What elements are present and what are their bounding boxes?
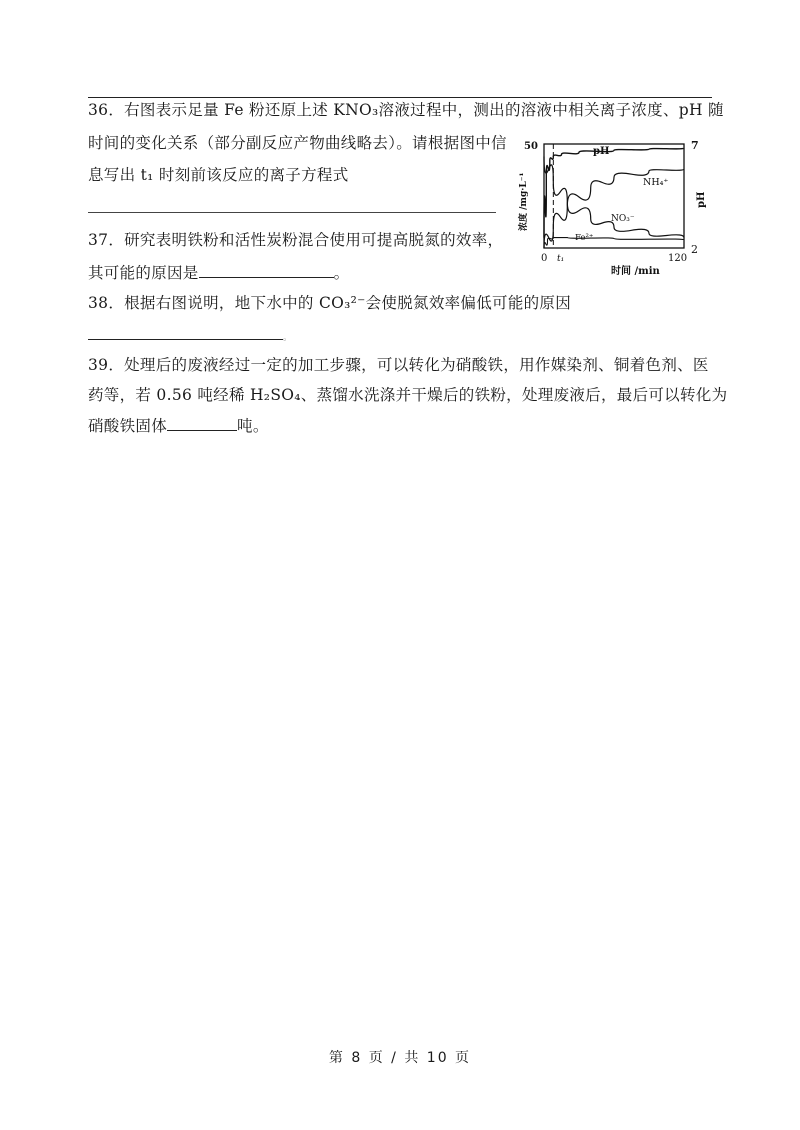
- q38-line1: 38．根据右图说明，地下水中的 CO₃²⁻会使脱氮效率偏低可能的原因: [88, 294, 572, 312]
- x-tick-0: 0: [541, 253, 548, 264]
- q37-answer-blank[interactable]: [199, 262, 334, 278]
- q36-line1: 36．右图表示足量 Fe 粉还原上述 KNO₃溶液过程中，测出的溶液中相关离子浓度、pH 随: [88, 101, 724, 119]
- annotation-nh4: NH₄⁺: [643, 177, 669, 188]
- x-tick-t1: t₁: [557, 254, 565, 264]
- right-tick-2: 2: [691, 243, 698, 256]
- q38-suffix: 。: [283, 333, 293, 343]
- q37-suffix: 。: [333, 264, 350, 282]
- right-axis-label: pH: [696, 191, 707, 208]
- annotation-ph: pH: [593, 146, 610, 157]
- q39-answer-blank[interactable]: [167, 415, 237, 431]
- top-rule: [88, 97, 712, 98]
- q37-line2: [88, 262, 349, 283]
- q39-suffix: 吨。: [237, 417, 269, 435]
- page-footer: 第 8 页 / 共 10 页: [328, 1050, 472, 1066]
- q36-line2: 时间的变化关系（部分副反应产物曲线略去）。请根据图中信: [88, 134, 507, 152]
- q39-line2: 药等，若 0.56 吨经稀 H₂SO₄、蒸馏水洗涤并干燥后的铁粉，处理废液后，最后可以转化为: [88, 386, 728, 404]
- series-fe-line: [544, 238, 684, 248]
- left-tick-50: 50: [524, 141, 538, 152]
- q36-line3: 息写出 t₁ 时刻前该反应的离子方程式: [88, 166, 349, 184]
- chart-svg: [515, 136, 715, 278]
- q39-line3: [88, 415, 269, 436]
- x-tick-120: 120: [668, 253, 688, 264]
- q37-line1: 37．研究表明铁粉和活性炭粉混合使用可提高脱氮的效率，: [88, 231, 504, 249]
- x-axis-label: 时间 /min: [611, 266, 660, 277]
- right-tick-7: 7: [691, 139, 699, 152]
- q37-prefix: 其可能的原因是: [88, 264, 199, 282]
- q38-line2: [88, 324, 292, 348]
- annotation-no3: NO₃⁻: [611, 214, 635, 224]
- concentration-ph-chart: [515, 136, 715, 278]
- left-axis-label: 浓度 /mg·L⁻¹: [519, 172, 529, 231]
- q39-line1: 39．处理后的废液经过一定的加工步骤，可以转化为硝酸铁，用作媒染剂、铜着色剂、医: [88, 356, 709, 374]
- q36-answer-blank[interactable]: [88, 212, 496, 213]
- series-no3-line: [544, 157, 684, 238]
- q39-prefix: 硝酸铁固体: [88, 417, 168, 435]
- q38-answer-blank[interactable]: [88, 324, 283, 340]
- annotation-fe: Fe²⁺: [575, 233, 594, 243]
- plot-frame: [544, 144, 684, 248]
